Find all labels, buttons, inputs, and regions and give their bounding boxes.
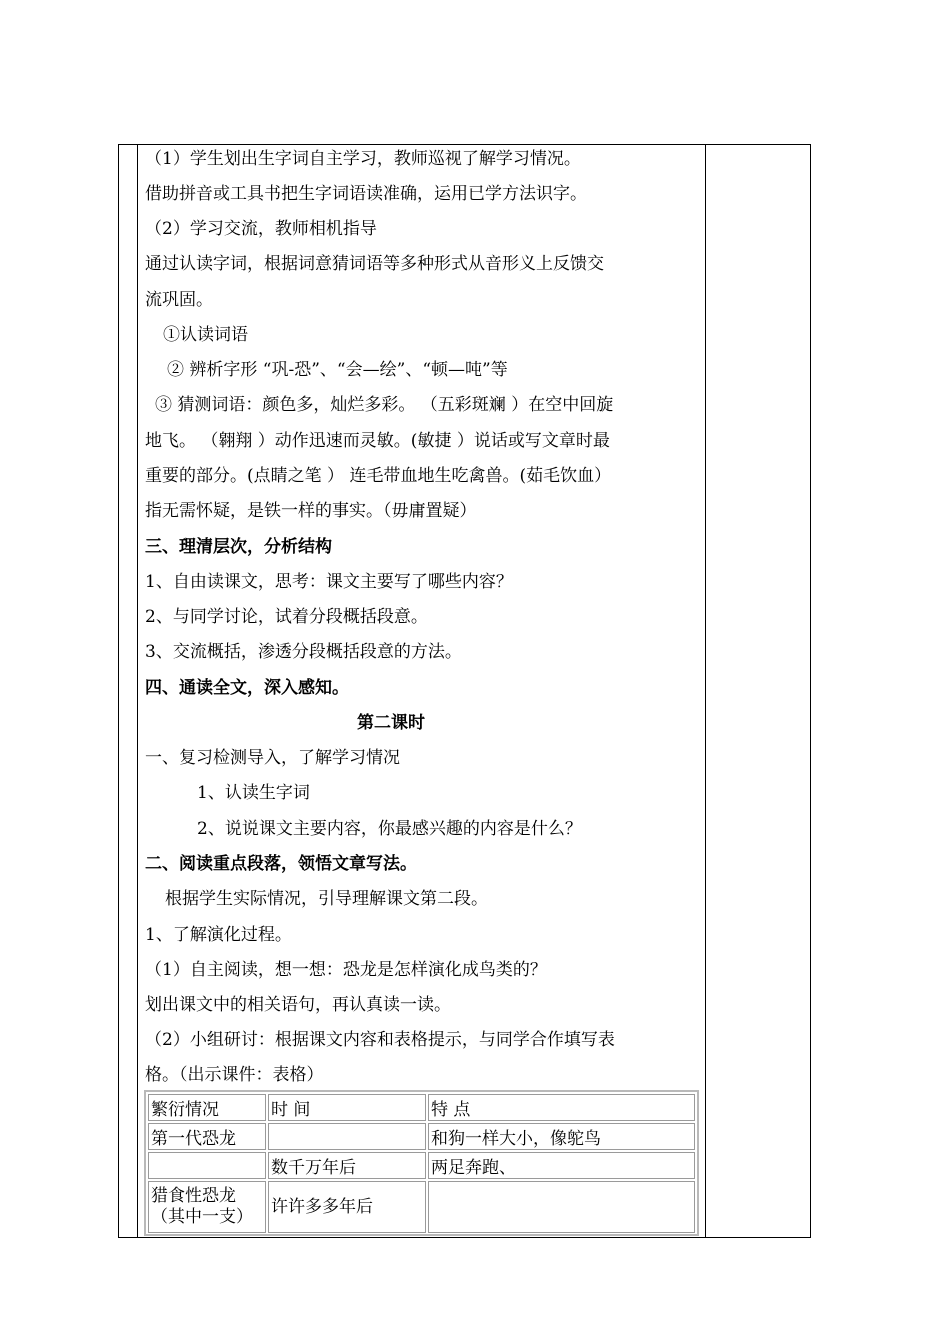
text-line: （2）小组研讨：根据课文内容和表格提示，与同学合作填写表 xyxy=(145,1030,615,1050)
table-cell xyxy=(148,1181,266,1233)
text-line: ①认读词语 xyxy=(163,325,248,345)
section-heading: 四、通读全文，深入感知。 xyxy=(145,678,349,698)
table-cell xyxy=(148,1152,266,1179)
column-divider xyxy=(705,145,706,1237)
table-cell xyxy=(268,1123,426,1150)
text-line: 2、与同学讨论，试着分段概括段意。 xyxy=(145,607,428,627)
text-line: 格。（出示课件：表格） xyxy=(145,1065,324,1085)
text-line: 流巩固。 xyxy=(145,290,213,310)
section-heading: 第二课时 xyxy=(357,713,425,733)
table-header: 时 间 xyxy=(268,1094,426,1121)
table-cell: 两足奔跑、 xyxy=(428,1152,695,1179)
table-row xyxy=(148,1152,695,1179)
text-line: 重要的部分。(点睛之笔 ） 连毛带血地生吃禽兽。(茹毛饮血） xyxy=(145,466,612,486)
text-line: 借助拼音或工具书把生字词语读准确，运用已学方法识字。 xyxy=(145,184,587,204)
section-heading: 二、阅读重点段落，领悟文章写法。 xyxy=(145,854,417,874)
text-line: ② 辨析字形 “巩-恐”、“会—绘”、“顿—吨”等 xyxy=(167,360,508,380)
table-row xyxy=(148,1123,695,1150)
text-line: 2、说说课文主要内容，你最感兴趣的内容是什么？ xyxy=(197,819,582,839)
table-cell: 数千万年后 xyxy=(268,1152,426,1179)
text-line: （2）学习交流，教师相机指导 xyxy=(145,219,377,239)
text-line: 1、了解演化过程。 xyxy=(145,925,292,945)
table-cell-text: 猎食性恐龙 （其中一支） xyxy=(151,1186,253,1227)
text-line: 划出课文中的相关语句，再认真读一读。 xyxy=(145,995,451,1015)
table-header-row xyxy=(148,1094,695,1121)
text-line: 指无需怀疑，是铁一样的事实。（毋庸置疑） xyxy=(145,501,477,521)
table-cell: 第一代恐龙 xyxy=(148,1123,266,1150)
table-row xyxy=(148,1181,695,1233)
text-line: ③ 猜测词语：颜色多，灿烂多彩。 （五彩斑斓 ）在空中回旋 xyxy=(155,395,614,415)
table-cell: 许许多多年后 xyxy=(268,1181,426,1233)
text-line: 根据学生实际情况，引导理解课文第二段。 xyxy=(165,889,488,909)
table-cell xyxy=(428,1181,695,1233)
text-line: 3、交流概括，渗透分段概括段意的方法。 xyxy=(145,642,462,662)
text-line: 一、复习检测导入，了解学习情况 xyxy=(145,748,400,768)
table-header: 繁衍情况 xyxy=(148,1094,266,1121)
text-line: （1）学生划出生字词自主学习，教师巡视了解学习情况。 xyxy=(145,149,581,169)
table-cell: 和狗一样大小，像鸵鸟 xyxy=(428,1123,695,1150)
column-divider xyxy=(137,145,138,1237)
text-line: 地飞。 （翱翔 ）动作迅速而灵敏。(敏捷 ）说话或写文章时最 xyxy=(145,431,610,451)
evolution-table xyxy=(144,1090,699,1236)
text-line: 1、自由读课文，思考：课文主要写了哪些内容？ xyxy=(145,572,513,592)
table-header: 特 点 xyxy=(428,1094,695,1121)
text-line: （1）自主阅读，想一想：恐龙是怎样演化成鸟类的？ xyxy=(145,960,547,980)
text-line: 通过认读字词，根据词意猜词语等多种形式从音形义上反馈交 xyxy=(145,254,604,274)
section-heading: 三、理清层次，分析结构 xyxy=(145,537,332,557)
text-line: 1、认读生字词 xyxy=(197,783,310,803)
